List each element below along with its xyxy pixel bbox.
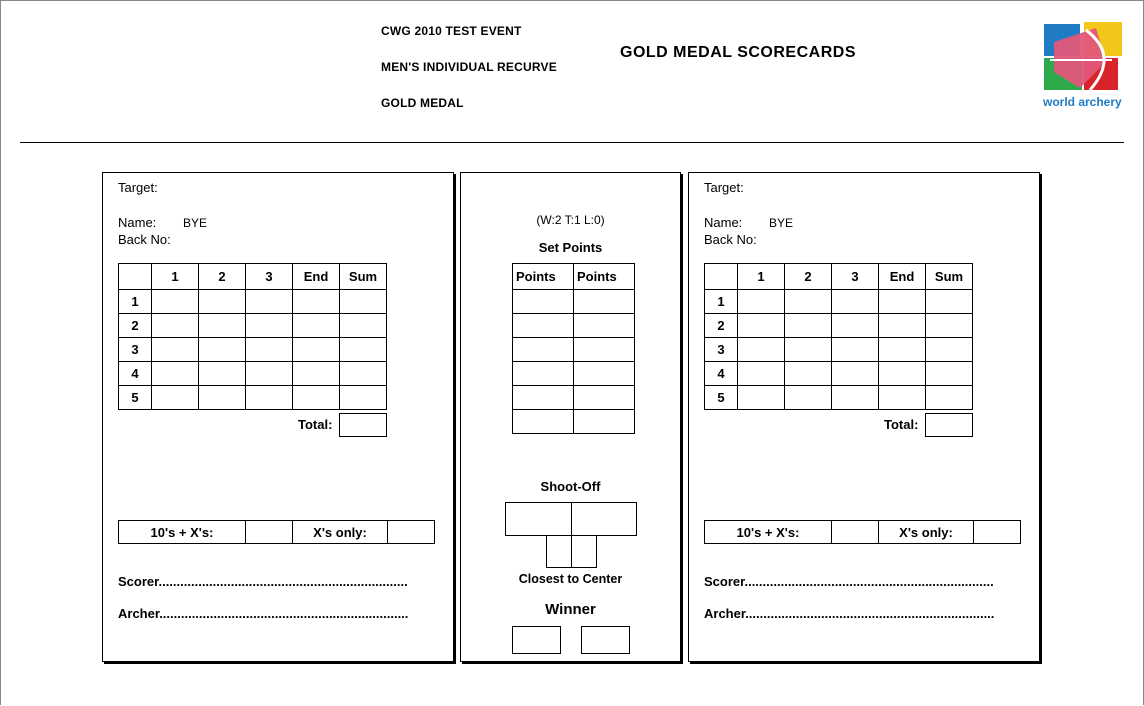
corner-cell [705,264,738,290]
table-row [513,386,635,410]
table-row [119,314,387,338]
sum-cell[interactable] [926,290,973,314]
score-cell[interactable] [199,338,246,362]
back-no-label: Back No: [118,232,171,247]
tens-cell[interactable] [245,520,293,544]
shoot-off-title: Shoot-Off [540,479,601,494]
right-scorecard [688,172,1040,662]
total-cell[interactable] [339,413,387,437]
row-number: 3 [705,338,738,362]
end-cell[interactable] [293,386,340,410]
sum-cell[interactable] [926,362,973,386]
points-cell[interactable] [574,362,635,386]
score-cell[interactable] [152,362,199,386]
score-cell[interactable] [246,314,293,338]
score-cell[interactable] [246,386,293,410]
column-header: 1 [738,264,785,290]
table-row [705,362,973,386]
row-number: 2 [119,314,152,338]
end-cell[interactable] [879,386,926,410]
name-label: Name: [118,215,157,230]
name-label: Name: [704,215,743,230]
shoot-off-cell-right[interactable] [571,502,637,536]
table-row [705,386,973,410]
score-cell[interactable] [738,386,785,410]
xonly-cell[interactable] [387,520,435,544]
score-cell[interactable] [785,386,832,410]
winner-box-left[interactable] [512,626,561,654]
table-row [705,290,973,314]
column-header: 3 [832,264,879,290]
winner-box-right[interactable] [581,626,630,654]
table-row [513,362,635,386]
score-cell[interactable] [199,314,246,338]
target-label: Target: [118,180,158,195]
table-row [705,338,973,362]
column-header: Sum [340,264,387,290]
score-cell[interactable] [832,290,879,314]
score-cell[interactable] [785,314,832,338]
end-cell[interactable] [293,290,340,314]
points-total-cell[interactable] [513,410,574,434]
score-cell[interactable] [738,290,785,314]
event-round: GOLD MEDAL [381,96,464,110]
table-row [513,290,635,314]
points-cell[interactable] [513,362,574,386]
points-cell[interactable] [513,290,574,314]
end-cell[interactable] [293,314,340,338]
event-name: CWG 2010 TEST EVENT [381,24,522,38]
points-cell[interactable] [513,386,574,410]
column-header: Sum [926,264,973,290]
total-label: Total: [884,417,919,432]
set-points-table [512,263,635,434]
table-row [705,314,973,338]
xonly-label: X's only: [878,520,974,544]
match-record: (W:2 T:1 L:0) [536,213,605,227]
table-row [119,362,387,386]
table-row [513,314,635,338]
total-label: Total: [298,417,333,432]
score-cell[interactable] [832,338,879,362]
score-cell[interactable] [199,362,246,386]
points-cell[interactable] [574,338,635,362]
sum-cell[interactable] [926,338,973,362]
points-header: Points [574,264,635,290]
row-number: 1 [705,290,738,314]
row-number: 5 [705,386,738,410]
score-cell[interactable] [152,338,199,362]
xonly-cell[interactable] [973,520,1021,544]
score-cell[interactable] [785,290,832,314]
score-cell[interactable] [832,386,879,410]
column-header: End [293,264,340,290]
table-row [119,290,387,314]
logo-text: world archery [1043,95,1122,109]
table-row [513,338,635,362]
score-cell[interactable] [785,338,832,362]
winner-label: Winner [545,601,596,618]
points-header: Points [513,264,574,290]
column-header: 1 [152,264,199,290]
row-number: 3 [119,338,152,362]
tens-label: 10's + X's: [704,520,832,544]
score-cell[interactable] [738,362,785,386]
end-cell[interactable] [879,290,926,314]
score-cell[interactable] [785,362,832,386]
score-cell[interactable] [246,290,293,314]
left-scorecard [102,172,454,662]
sum-cell[interactable] [340,362,387,386]
end-cell[interactable] [879,362,926,386]
score-cell[interactable] [832,362,879,386]
archer-signature-line[interactable]: Archer..................................................................... [118,606,409,621]
points-cell[interactable] [513,338,574,362]
end-cell[interactable] [293,362,340,386]
column-header: 2 [199,264,246,290]
end-cell[interactable] [879,314,926,338]
points-total-cell[interactable] [574,410,635,434]
row-number: 2 [705,314,738,338]
score-table [118,263,387,410]
middle-scorecard [460,172,681,662]
row-number: 5 [119,386,152,410]
score-cell[interactable] [152,386,199,410]
target-label: Target: [704,180,744,195]
table-row [119,386,387,410]
end-cell[interactable] [879,338,926,362]
table-row [119,338,387,362]
scorer-signature-line[interactable]: Scorer..................................................................... [118,574,408,589]
score-cell[interactable] [199,386,246,410]
corner-cell [119,264,152,290]
archer-name: BYE [769,216,794,230]
closest-cell-left[interactable] [546,535,572,568]
score-cell[interactable] [246,338,293,362]
row-number: 4 [705,362,738,386]
points-cell[interactable] [513,314,574,338]
score-cell[interactable] [199,290,246,314]
column-header: 3 [246,264,293,290]
score-cell[interactable] [152,290,199,314]
row-number: 4 [119,362,152,386]
score-cell[interactable] [738,314,785,338]
table-row [513,410,635,434]
column-header: End [879,264,926,290]
sum-cell[interactable] [926,386,973,410]
end-cell[interactable] [293,338,340,362]
shoot-off-cell-left[interactable] [505,502,572,536]
score-cell[interactable] [832,314,879,338]
score-table [704,263,973,410]
scorer-signature-line[interactable]: Scorer..................................................................... [704,574,994,589]
page-title: GOLD MEDAL SCORECARDS [620,44,856,61]
sum-cell[interactable] [926,314,973,338]
column-header: 2 [785,264,832,290]
sum-cell[interactable] [340,386,387,410]
archer-signature-line[interactable]: Archer..................................................................... [704,606,995,621]
row-number: 1 [119,290,152,314]
back-no-label: Back No: [704,232,757,247]
header-divider [20,142,1124,143]
points-cell[interactable] [574,314,635,338]
score-cell[interactable] [152,314,199,338]
xonly-label: X's only: [292,520,388,544]
closest-to-center-label: Closest to Center [518,572,623,586]
tens-label: 10's + X's: [118,520,246,544]
archer-name: BYE [183,216,208,230]
event-category: MEN'S INDIVIDUAL RECURVE [381,60,557,74]
points-cell[interactable] [574,290,635,314]
set-points-title: Set Points [538,240,603,255]
sum-cell[interactable] [340,290,387,314]
sum-cell[interactable] [340,338,387,362]
score-cell[interactable] [738,338,785,362]
sum-cell[interactable] [340,314,387,338]
closest-cell-right[interactable] [571,535,597,568]
tens-cell[interactable] [831,520,879,544]
total-cell[interactable] [925,413,973,437]
points-cell[interactable] [574,386,635,410]
score-cell[interactable] [246,362,293,386]
